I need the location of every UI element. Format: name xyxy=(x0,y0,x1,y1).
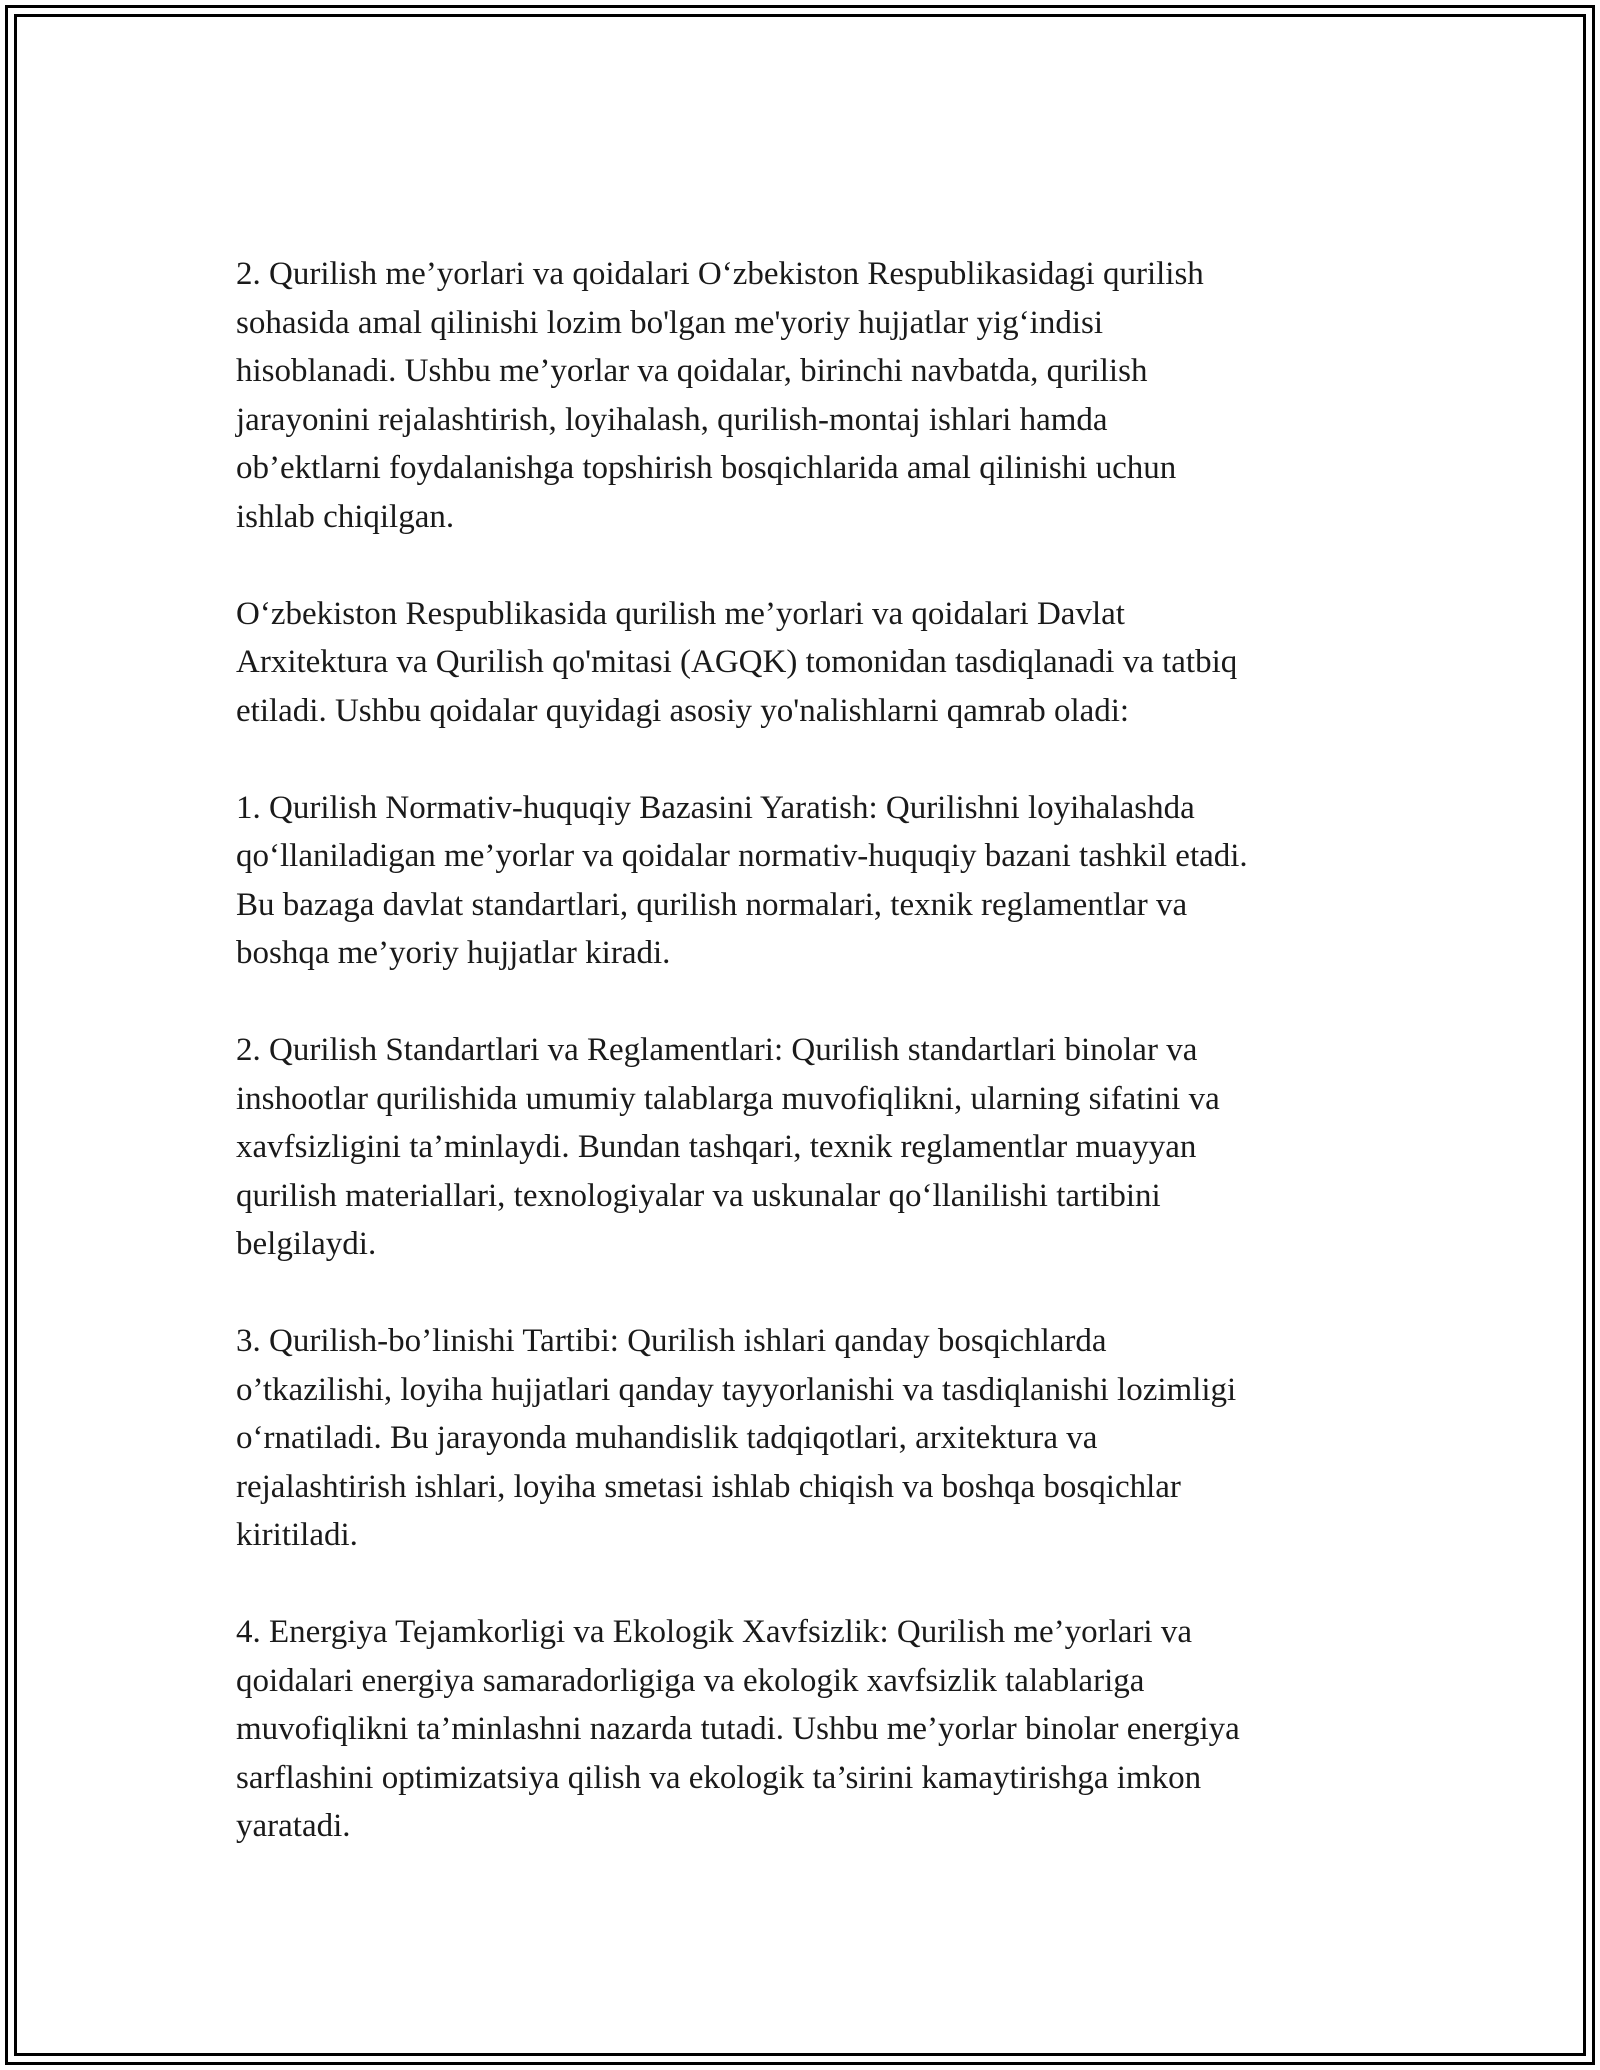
paragraph-intro: 2. Qurilish me’yorlari va qoidalari O‘zbekiston Respublikasidagi qurilish sohasida amal qilinishi lozim bo'lgan me'yoriy hujjatlar yig‘indisi hisoblanadi. Ushbu me’yorlar va qoidalar, birinchi navbatda, qurilish jarayonini rejalashtirish, loyihalash, qurilish-montaj ishlari hamda ob’ektlarni foydalanishga topshirish bosqichlarida amal qilinishi uchun ishlab chiqilgan. xyxy=(236,256,1204,535)
paragraph-approval: O‘zbekiston Respublikasida qurilish me’yorlari va qoidalari Davlat Arxitektura va Qurilish qo'mitasi (AGQK) tomonidan tasdiqlanadi va tatbiq etiladi. Ushbu qoidalar quyidagi asosiy yo'nalishlarni qamrab oladi: xyxy=(236,595,1238,729)
document-body xyxy=(236,250,1386,1851)
paragraph-item-3: 3. Qurilish-bo’linishi Tartibi: Qurilish ishlari qanday bosqichlarda o’tkazilishi, loyiha hujjatlari qanday tayyorlanishi va tasdiqlanishi lozimligi o‘rnatiladi. Bu jarayonda muhandislik tadqiqotlari, arxitektura va rejalashtirish ishlari, loyiha smetasi ishlab chiqish va boshqa bosqichlar kiritiladi. xyxy=(236,1323,1237,1553)
paragraph-item-2: 2. Qurilish Standartlari va Reglamentlari: Qurilish standartlari binolar va inshootlar qurilishida umumiy talablarga muvofiqlikni, ularning sifatini va xavfsizligini ta’minlaydi. Bundan tashqari, texnik reglamentlar muayyan qurilish materiallari, texnologiyalar va uskunalar qo‘llanilishi tartibini belgilaydi. xyxy=(236,1032,1220,1262)
paragraph-item-1: 1. Qurilish Normativ-huquqiy Bazasini Yaratish: Qurilishni loyihalashda qo‘llaniladigan me’yorlar va qoidalar normativ-huquqiy bazani tashkil etadi. Bu bazaga davlat standartlari, qurilish normalari, texnik reglamentlar va boshqa me’yoriy hujjatlar kiradi. xyxy=(236,789,1248,971)
paragraph-item-4: 4. Energiya Tejamkorligi va Ekologik Xavfsizlik: Qurilish me’yorlari va qoidalari energiya samaradorligiga va ekologik xavfsizlik talablariga muvofiqlikni ta’minlashni nazarda tutadi. Ushbu me’yorlar binolar energiya sarflashini optimizatsiya qilish va ekologik ta’sirini kamaytirishga imkon yaratadi. xyxy=(236,1614,1240,1844)
